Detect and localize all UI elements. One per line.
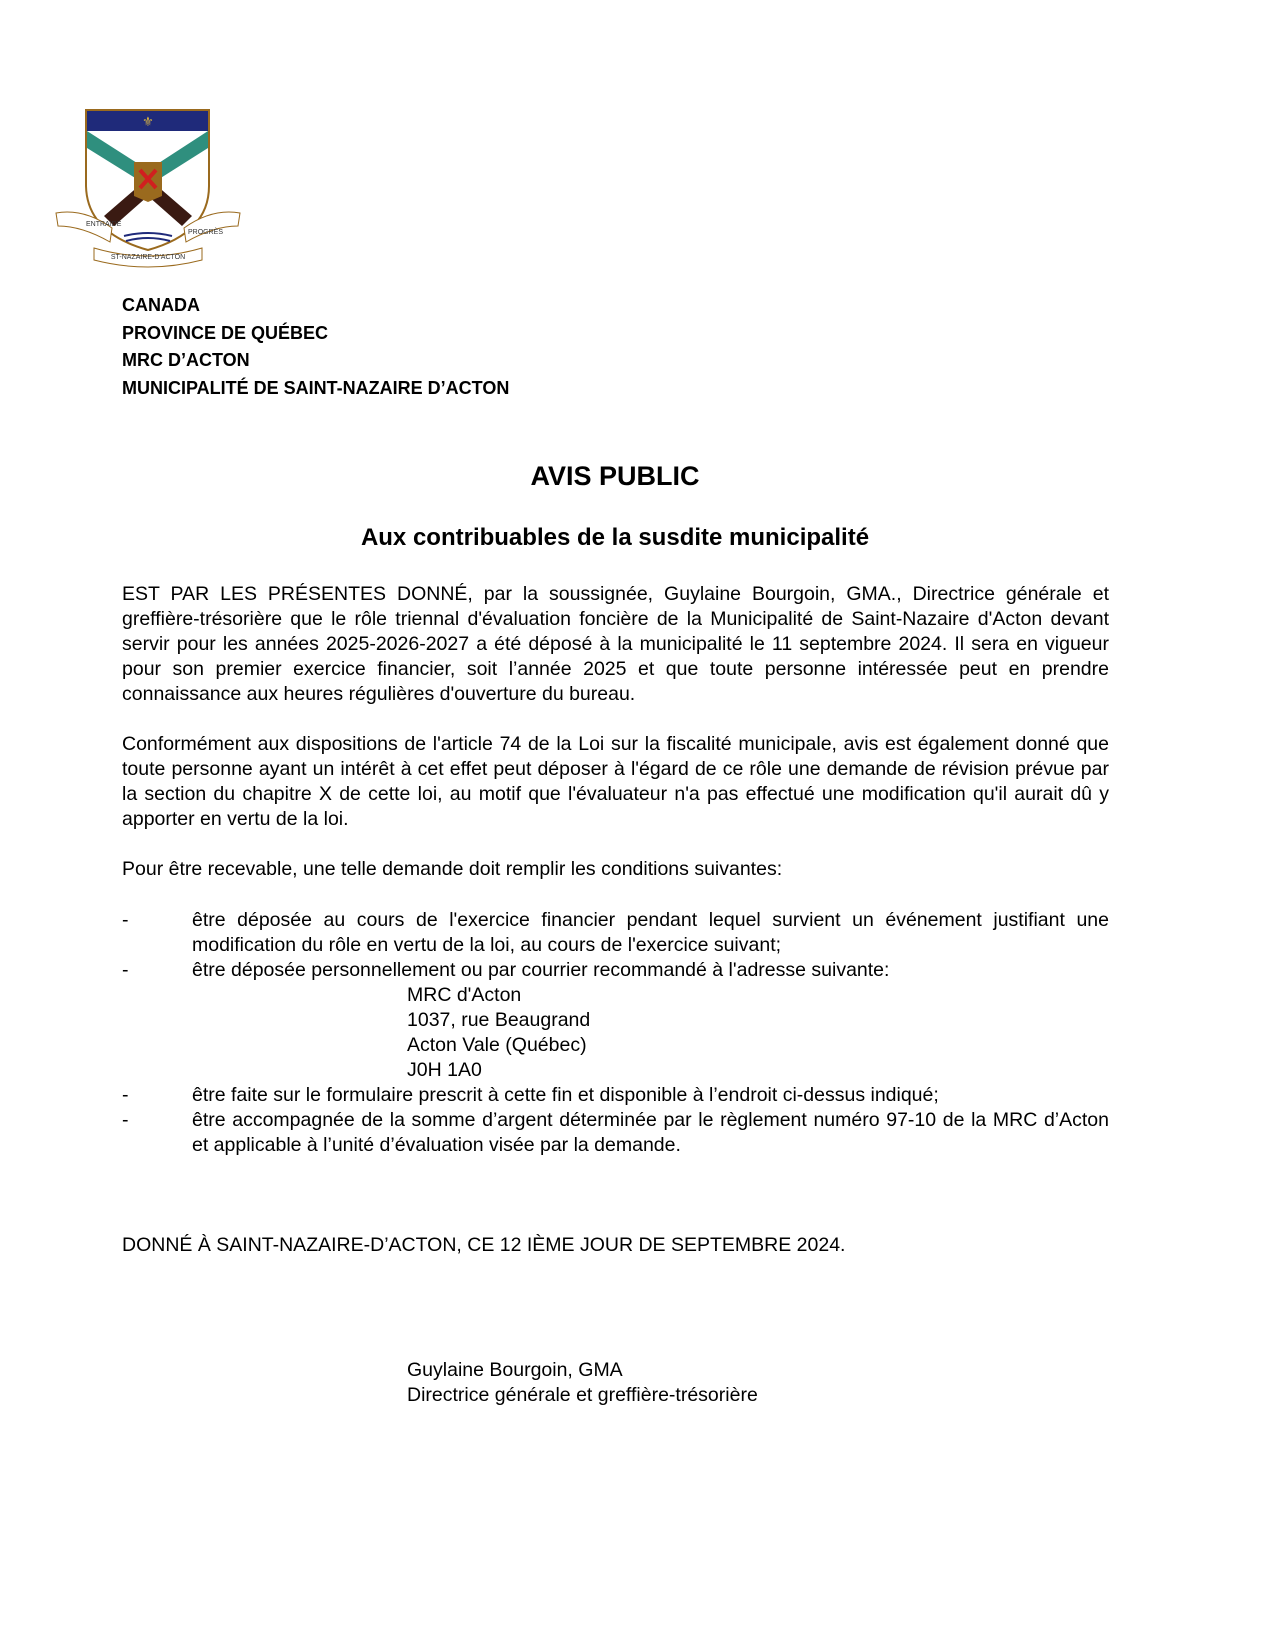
- header-line: CANADA: [122, 295, 200, 315]
- signatory-role: Directrice générale et greffière-trésorière: [407, 1384, 758, 1406]
- paragraph-3: [122, 857, 1109, 882]
- list-item-text: être faite sur le formulaire prescrit à cette fin et disponible à l’endroit ci-dessus indiqué;: [192, 1084, 939, 1106]
- address-line: Acton Vale (Québec): [407, 1034, 587, 1056]
- notice-title: AVIS PUBLIC: [530, 461, 700, 491]
- given-at-line: DONNÉ À SAINT-NAZAIRE-D’ACTON, CE 12 IÈME JOUR DE SEPTEMBRE 2024.: [122, 1234, 846, 1256]
- list-item-text: être accompagnée de la somme d’argent déterminée par le règlement numéro 97-10 de la MRC d’Acton et applicable à l’unité d’évaluation visée par la demande.: [192, 1109, 1109, 1156]
- municipal-crest-logo: [54, 108, 242, 268]
- header-line: MRC D’ACTON: [122, 350, 250, 370]
- list-item: [122, 1083, 1109, 1108]
- svg-text:⚜: ⚜: [142, 114, 154, 129]
- conditions-list: [122, 908, 1109, 1158]
- address-line: MRC d'Acton: [407, 984, 522, 1006]
- list-item: [122, 1108, 1109, 1158]
- jurisdiction-header: [122, 292, 509, 402]
- address-line: J0H 1A0: [407, 1059, 482, 1081]
- list-item-text: être déposée au cours de l'exercice financier pendant lequel survient un événement justifiant une modification du rôle en vertu de la loi, au cours de l'exercice suivant;: [192, 909, 1109, 956]
- crest-motto-left: ENTRAIDE: [86, 221, 122, 228]
- crest-motto-right: PROGRÈS: [188, 229, 224, 236]
- paragraph-text: EST PAR LES PRÉSENTES DONNÉ, par la soussignée, Guylaine Bourgoin, GMA., Directrice générale et greffière-trésorière que le rôle triennal d'évaluation foncière de la Municipalité de Saint-Nazaire d'Acton devant servir pour les années 2025-2026-2027 a été déposé à la municipalité le 11 septembre 2024. Il sera en vigueur pour son premier exercice financier, soit l’année 2025 et que toute personne intéressée peut en prendre connaissance aux heures régulières d'ouverture du bureau.: [122, 583, 1109, 705]
- list-item: [122, 908, 1109, 958]
- bullet: -: [122, 959, 129, 981]
- notice-subtitle: Aux contribuables de la susdite municipalité: [360, 524, 870, 551]
- list-item-text: être déposée personnellement ou par courrier recommandé à l'adresse suivante:: [192, 959, 890, 981]
- address-line: 1037, rue Beaugrand: [407, 1009, 591, 1031]
- signatory-name: Guylaine Bourgoin, GMA: [407, 1359, 623, 1381]
- crest-banner: ST-NAZAIRE-D'ACTON: [110, 254, 186, 261]
- mailing-address: [122, 983, 1109, 1083]
- bullet: -: [122, 1109, 129, 1131]
- paragraph-2: [122, 732, 1109, 832]
- bullet: -: [122, 909, 129, 931]
- paragraph-text: Conformément aux dispositions de l'article 74 de la Loi sur la fiscalité municipale, avis est également donné que toute personne ayant un intérêt à cet effet peut déposer à l'égard de ce rôle une demande de révision prévue par la section du chapitre X de cette loi, au motif que l'évaluateur n'a pas effectué une modification qu'il aurait dû y apporter en vertu de la loi.: [122, 733, 1109, 830]
- header-line: PROVINCE DE QUÉBEC: [122, 322, 329, 343]
- header-line: MUNICIPALITÉ DE SAINT-NAZAIRE D’ACTON: [122, 377, 510, 398]
- bullet: -: [122, 1084, 129, 1106]
- paragraph-text: Pour être recevable, une telle demande doit remplir les conditions suivantes:: [122, 858, 783, 880]
- paragraph-1: [122, 582, 1109, 707]
- list-item: [122, 958, 1109, 983]
- signature-block: [407, 1358, 758, 1408]
